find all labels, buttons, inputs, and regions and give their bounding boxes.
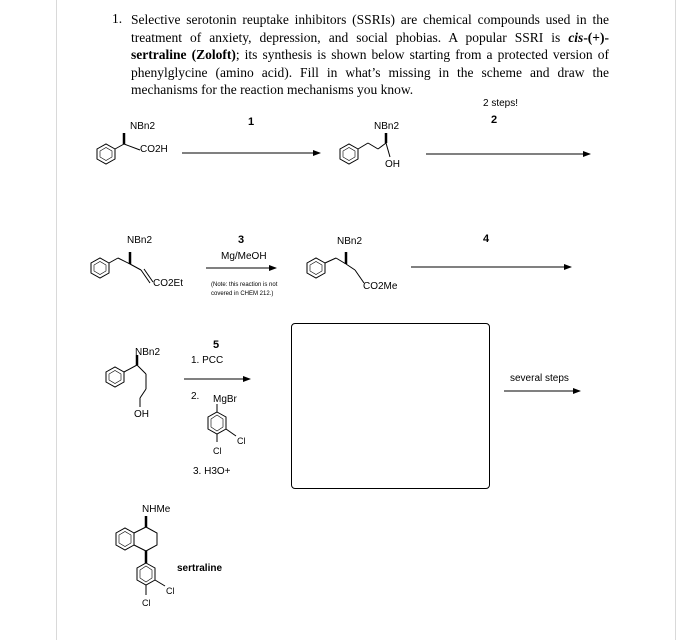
amino-butanol-structure — [106, 355, 146, 407]
several-steps-label: several steps — [510, 373, 569, 384]
cis-label: cis — [568, 29, 584, 45]
grignard-cl-meta-label: Cl — [237, 436, 246, 446]
pcc-reagent: 1. PCC — [191, 355, 224, 366]
saturated-ester-structure — [307, 252, 364, 283]
two-steps-label: 2 steps! — [483, 98, 519, 109]
question-text-part-1: Selective serotonin reuptake inhibitors (SSRIs) are chemical compounds used in the treatment of anxiety, depression, and social phobias. A popular SSRI is — [131, 12, 609, 45]
phenylglycine-structure — [97, 133, 140, 164]
question-number: 1. — [112, 11, 123, 26]
sertraline-structure — [116, 516, 165, 595]
co2me-label: CO2Me — [363, 281, 398, 292]
sertraline-cl-para-label: Cl — [142, 598, 151, 608]
answer-box[interactable] — [291, 323, 490, 489]
question-text-part-3: ; its synthesis is shown below starting from a protected version of phenylglycine (amino acid). Fill in what’s missing in the scheme and draw the mechanisms for the reaction mechanisms you know. — [131, 47, 609, 97]
start-nbn2-label: NBn2 — [130, 121, 156, 132]
sertraline-name-label: sertraline — [177, 563, 223, 574]
step2-number: 2 — [491, 114, 498, 126]
acid-workup-reagent: 3. H3O+ — [193, 466, 231, 477]
step4-number: 4 — [483, 233, 490, 245]
alcohol-nbn2-label: NBn2 — [135, 347, 161, 358]
grignard-mgbr-label: MgBr — [213, 394, 237, 405]
amino-alcohol-structure — [340, 133, 390, 164]
product-oh-label: OH — [385, 159, 400, 170]
sertraline-label: -(+)-sertraline — [131, 29, 609, 62]
sertraline-cl-meta-label: Cl — [166, 586, 175, 596]
grignard-cl-para-label: Cl — [213, 446, 222, 456]
step5-number: 5 — [213, 339, 220, 351]
saturated-ester-nbn2-label: NBn2 — [337, 236, 363, 247]
step3-number: 3 — [238, 234, 245, 246]
ester-nbn2-label: NBn2 — [127, 235, 153, 246]
product-nbn2-label: NBn2 — [374, 121, 400, 132]
grignard-step-prefix: 2. — [191, 391, 200, 402]
zoloft-label: (Zoloft) — [191, 47, 236, 62]
dichlorophenyl-grignard-structure — [208, 404, 236, 442]
ester-co2et-label: CO2Et — [153, 278, 184, 289]
step3-note: (Note: this reaction is not covered in CHEM 212.) — [211, 282, 278, 297]
alcohol-oh-label: OH — [134, 409, 149, 420]
unsaturated-ester-structure — [91, 252, 153, 283]
start-co2h-label: CO2H — [140, 144, 168, 155]
nhme-label: NHMe — [142, 504, 171, 515]
step1-number: 1 — [248, 116, 255, 128]
step3-reagent: Mg/MeOH — [221, 251, 267, 262]
